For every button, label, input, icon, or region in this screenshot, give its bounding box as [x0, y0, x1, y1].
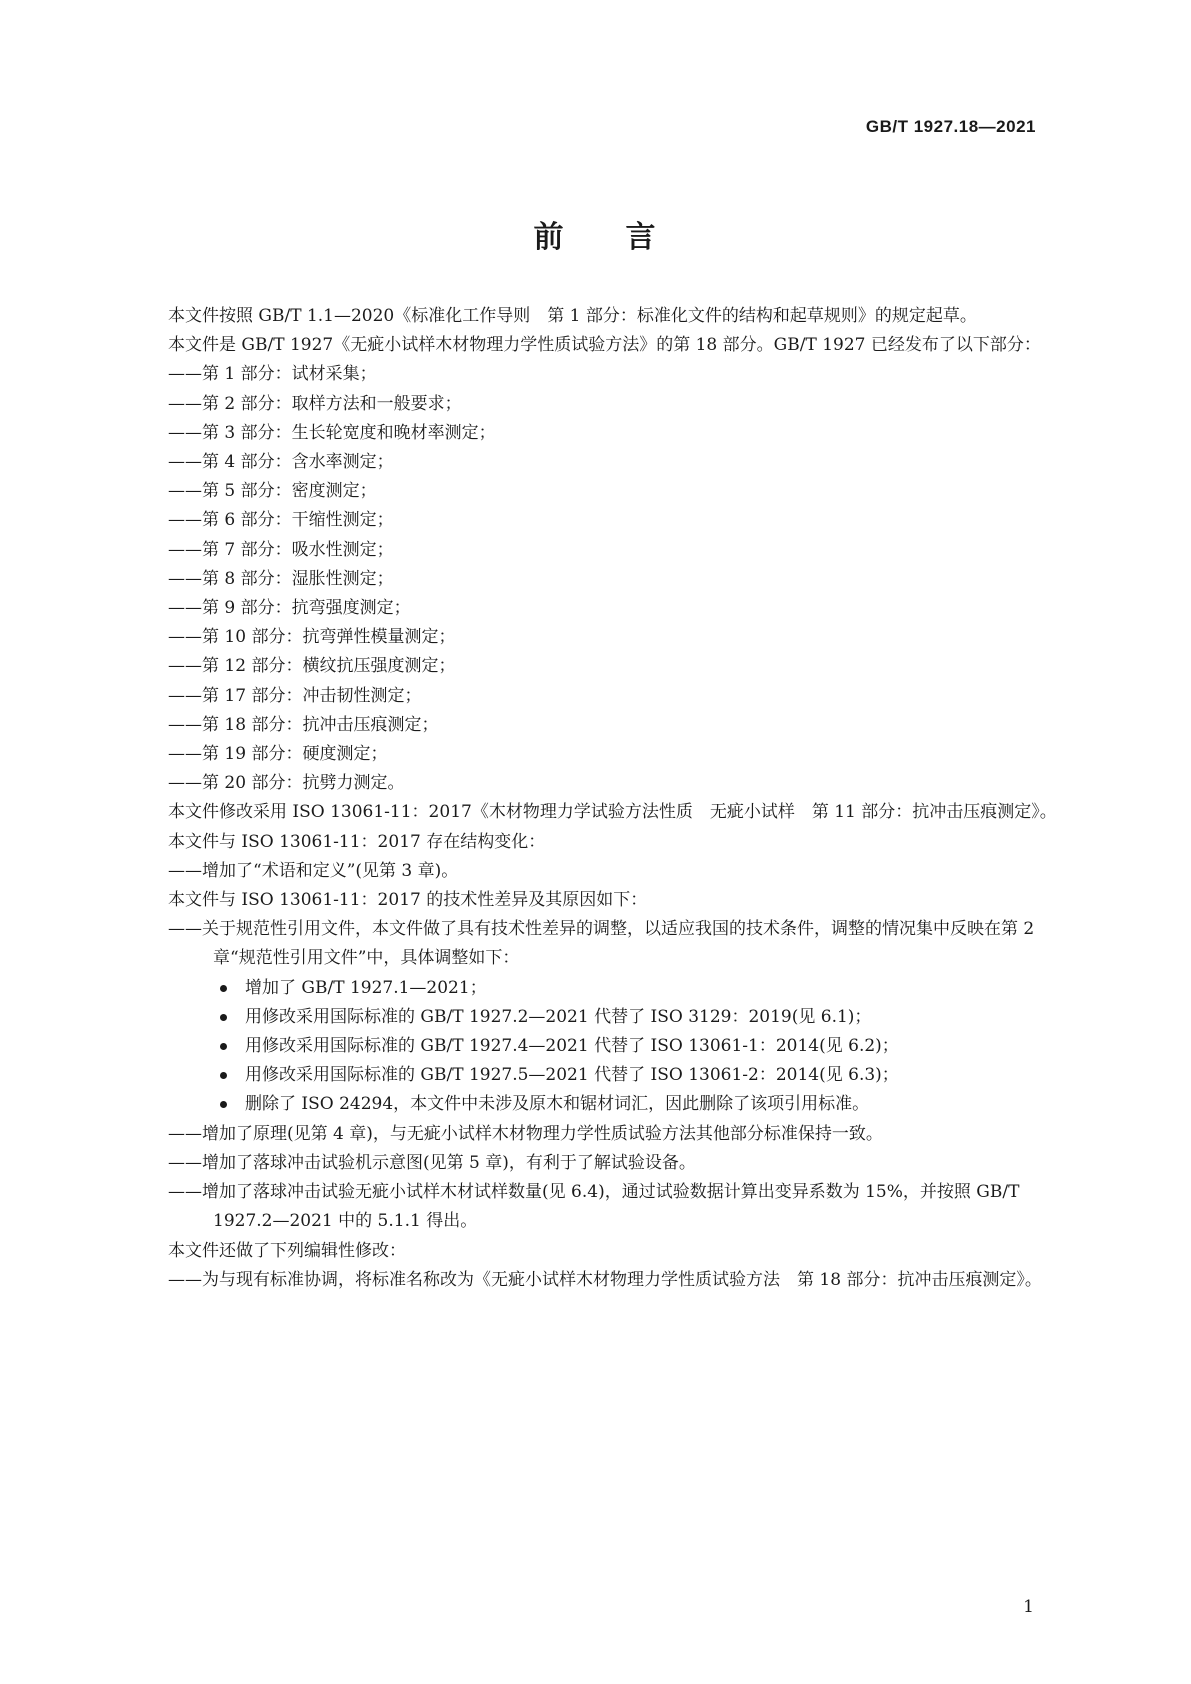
- bullet-dot-icon: [220, 1043, 227, 1050]
- bullet-dot-icon: [220, 1014, 227, 1021]
- bullet-item: 删除了 ISO 24294，本文件中未涉及原木和锯材词汇，因此删除了该项引用标准。: [123, 1090, 1065, 1119]
- bullet-item: 用修改采用国际标准的 GB/T 1927.2—2021 代替了 ISO 3129：2019(见 6.1)；: [123, 1003, 1065, 1032]
- page-number: 1: [1023, 1597, 1034, 1617]
- intro-paragraph-1: 本文件按照 GB/T 1.1—2020《标准化工作导则 第 1 部分：标准化文件的结构和起草规则》的规定起草。: [168, 306, 977, 326]
- part-item: ——第 7 部分：吸水性测定；: [168, 539, 394, 560]
- part-item: ——第 3 部分：生长轮宽度和晚材率测定；: [168, 422, 496, 443]
- tech-item: ——增加了落球冲击试验无疵小试样木材试样数量(见 6.4)，通过试验数据计算出变异系数为 15%，并按照 GB/T 1927.2—2021 中的 5.1.1 得出。: [168, 1182, 1020, 1232]
- edit-intro: 本文件还做了下列编辑性修改：: [168, 1240, 406, 1261]
- part-item: ——第 17 部分：冲击韧性测定；: [168, 685, 422, 706]
- tech-item: ——关于规范性引用文件，本文件做了具有技术性差异的调整，以适应我国的技术条件，调整的情况集中反映在第 2 章“规范性引用文件”中，具体调整如下：: [168, 919, 1035, 969]
- bullet-item: 用修改采用国际标准的 GB/T 1927.4—2021 代替了 ISO 13061-1：2014(见 6.2)；: [123, 1032, 1065, 1061]
- tech-item: ——增加了落球冲击试验机示意图(见第 5 章)，有利于了解试验设备。: [168, 1152, 696, 1173]
- foreword-body: [123, 302, 1065, 1295]
- tech-item: ——增加了原理(见第 4 章)，与无疵小试样木材物理力学性质试验方法其他部分标准保持一致。: [168, 1123, 883, 1144]
- title-char-1: 前: [533, 220, 566, 255]
- standard-code: GB/T 1927.18—2021: [865, 117, 1036, 136]
- part-item: ——第 19 部分：硬度测定；: [168, 744, 388, 765]
- structure-item: ——增加了“术语和定义”(见第 3 章)。: [168, 860, 459, 881]
- intro-paragraph-2: 本文件是 GB/T 1927《无疵小试样木材物理力学性质试验方法》的第 18 部分。GB/T 1927 已经发布了以下部分：: [168, 335, 1041, 356]
- part-item: ——第 9 部分：抗弯强度测定；: [168, 598, 411, 619]
- bullet-item: 增加了 GB/T 1927.1—2021；: [123, 974, 1065, 1003]
- part-item: ——第 6 部分：干缩性测定；: [168, 510, 394, 531]
- part-item: ——第 20 部分：抗劈力测定。: [168, 773, 405, 794]
- part-item: ——第 4 部分：含水率测定；: [168, 452, 394, 473]
- part-item: ——第 8 部分：湿胀性测定；: [168, 568, 394, 589]
- bullet-dot-icon: [220, 985, 227, 992]
- adoption-paragraph: 本文件修改采用 ISO 13061-11：2017《木材物理力学试验方法性质 无疵小试样 第 11 部分：抗冲击压痕测定》。: [168, 802, 1057, 823]
- bullet-dot-icon: [220, 1101, 227, 1108]
- title-char-2: 言: [625, 220, 658, 255]
- bullet-item: 用修改采用国际标准的 GB/T 1927.5—2021 代替了 ISO 13061-2：2014(见 6.3)；: [123, 1061, 1065, 1090]
- part-item: ——第 1 部分：试材采集；: [168, 364, 377, 385]
- edit-item: ——为与现有标准协调，将标准名称改为《无疵小试样木材物理力学性质试验方法 第 18 部分：抗冲击压痕测定》。: [168, 1269, 1042, 1290]
- part-item: ——第 10 部分：抗弯弹性模量测定；: [168, 627, 456, 648]
- bullet-dot-icon: [220, 1072, 227, 1079]
- part-item: ——第 18 部分：抗冲击压痕测定；: [168, 714, 439, 735]
- tech-intro: 本文件与 ISO 13061-11：2017 的技术性差异及其原因如下：: [168, 890, 648, 911]
- part-item: ——第 2 部分：取样方法和一般要求；: [168, 393, 462, 414]
- part-item: ——第 12 部分：横纹抗压强度测定；: [168, 656, 456, 677]
- structure-intro: 本文件与 ISO 13061-11：2017 存在结构变化：: [168, 831, 546, 852]
- part-item: ——第 5 部分：密度测定；: [168, 481, 377, 502]
- page-title: [0, 212, 1191, 256]
